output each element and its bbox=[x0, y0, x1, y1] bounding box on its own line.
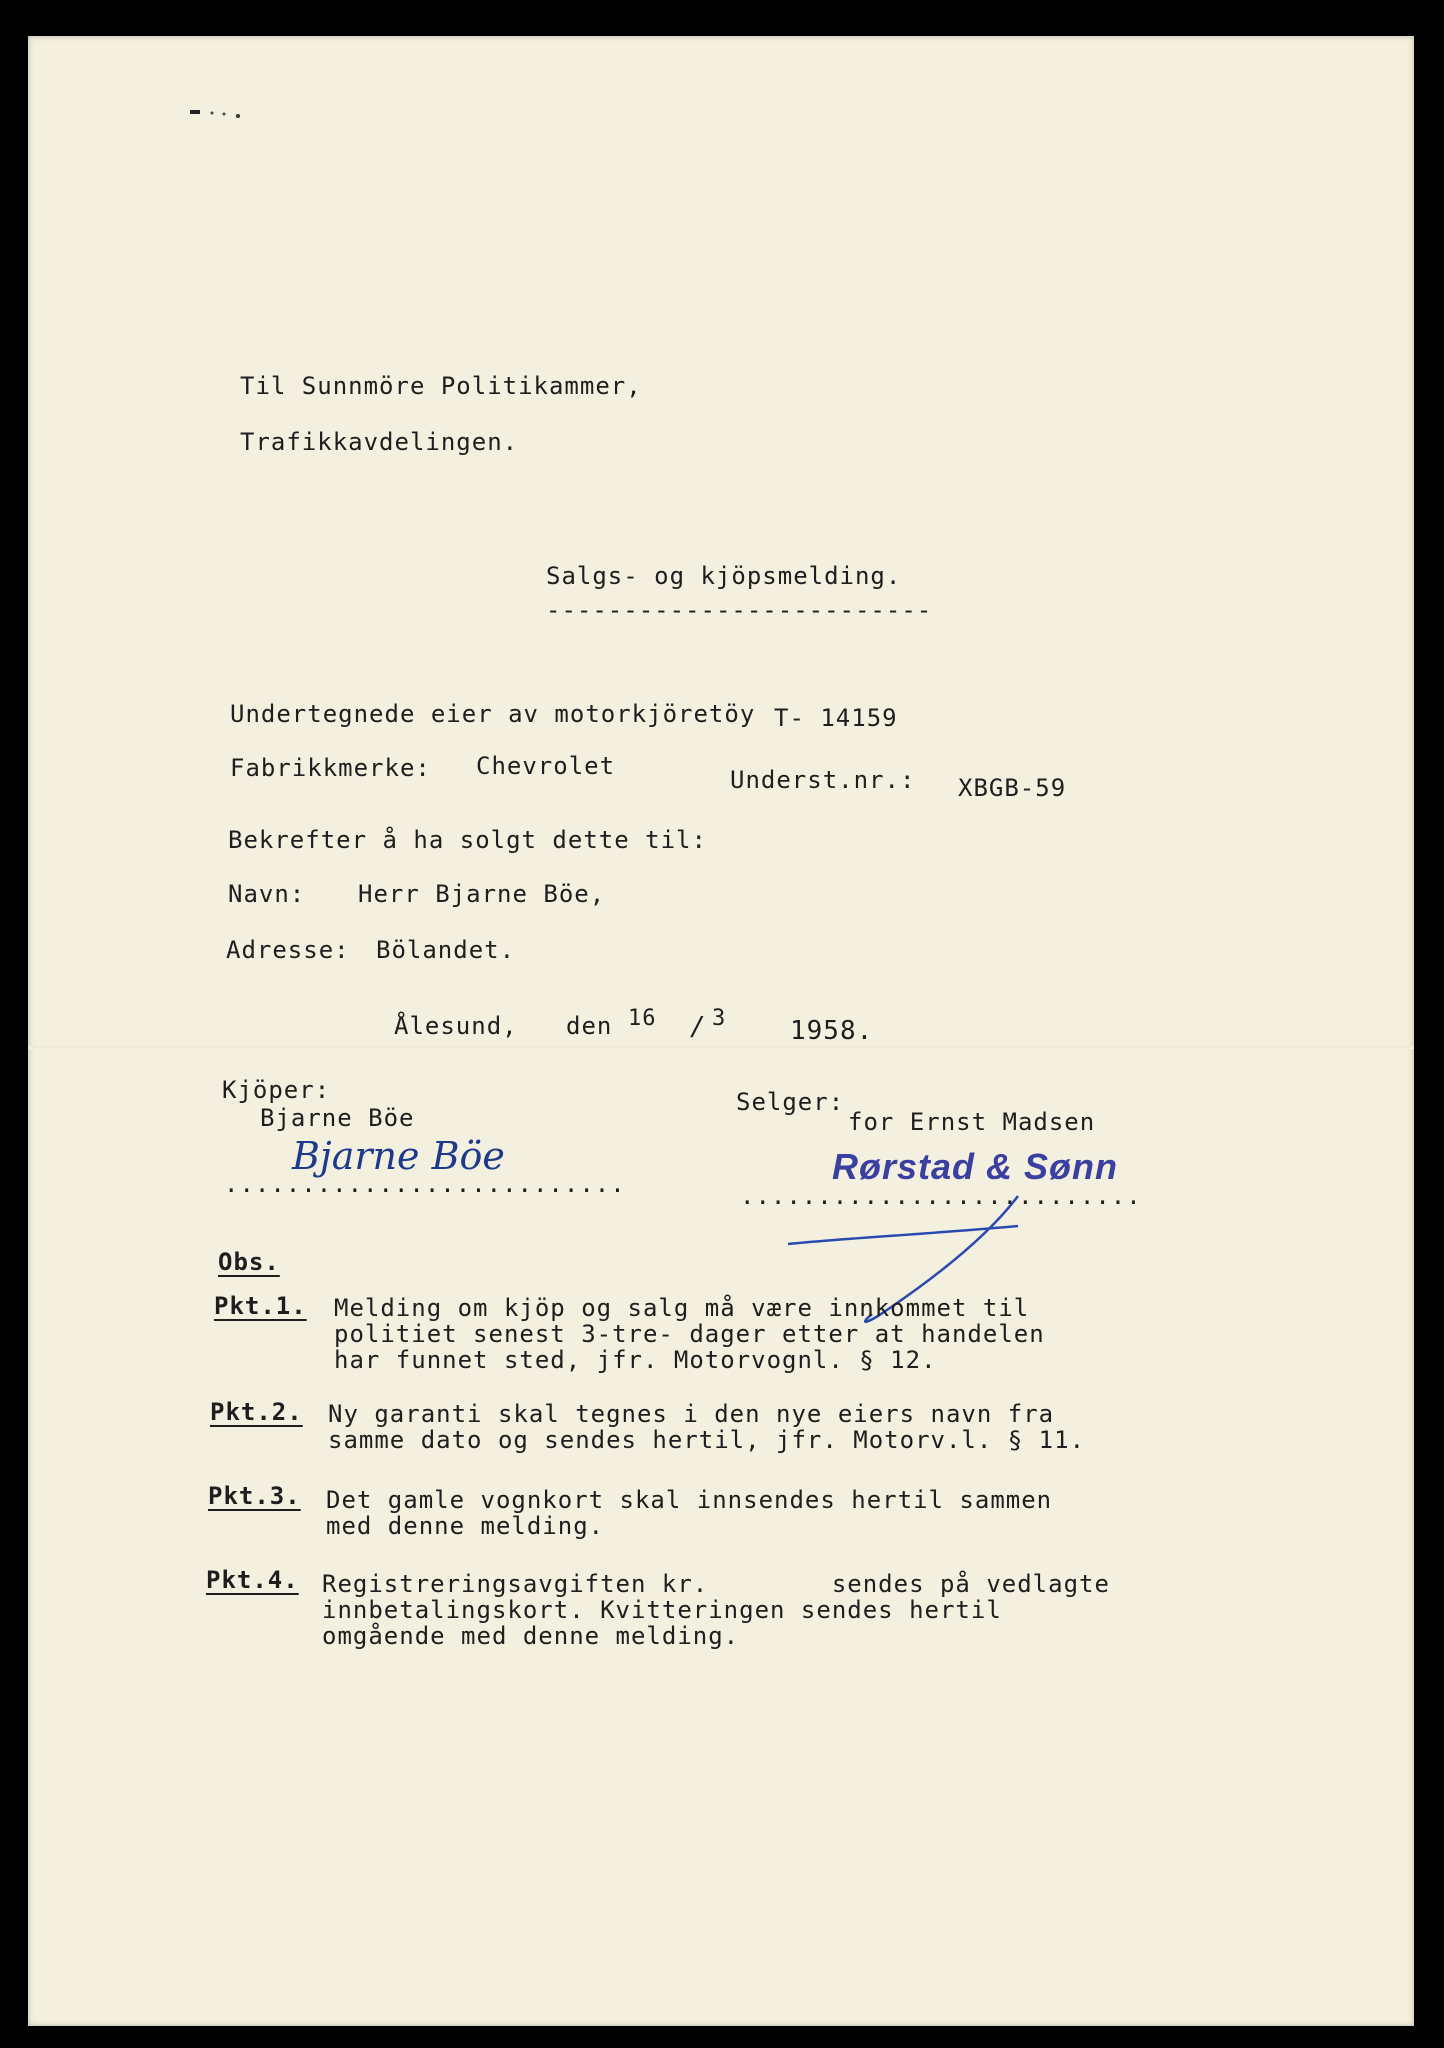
registration-number: T- 14159 bbox=[774, 704, 898, 732]
pkt1-line1: Melding om kjöp og salg må være innkommet til bbox=[334, 1294, 1030, 1322]
seller-signature-line: .......................... bbox=[740, 1182, 1142, 1210]
pkt2-line1: Ny garanti skal tegnes i den nye eiers navn fra bbox=[328, 1400, 1055, 1428]
chassis-label: Underst.nr.: bbox=[730, 766, 916, 794]
pkt4-line2: innbetalingskort. Kvitteringen sendes hertil bbox=[322, 1596, 1002, 1624]
buyer-label: Kjöper: bbox=[222, 1076, 331, 1104]
recipient-line1: Til Sunnmöre Politikammer, bbox=[240, 372, 642, 400]
title-underline: ------------------------- bbox=[546, 596, 933, 624]
address-value: Bölandet. bbox=[376, 936, 516, 964]
pkt1-line2: politiet senest 3-tre- dager etter at handelen bbox=[334, 1320, 1045, 1348]
buyer-signature: Bjarne Böe bbox=[292, 1134, 505, 1178]
pkt2-line2: samme dato og sendes hertil, jfr. Motorv.l. § 11. bbox=[328, 1426, 1086, 1454]
recipient-line2: Trafikkavdelingen. bbox=[240, 428, 519, 456]
name-label: Navn: bbox=[228, 880, 306, 908]
buyer-name: Bjarne Böe bbox=[260, 1104, 415, 1132]
paper-fold bbox=[28, 1046, 1414, 1049]
pkt1-label: Pkt.1. bbox=[214, 1292, 307, 1320]
buyer-signature-line: .......................... bbox=[224, 1170, 626, 1198]
obs-label: Obs. bbox=[218, 1248, 280, 1276]
make-value: Chevrolet bbox=[476, 752, 616, 780]
owner-label: Undertegnede eier av motorkjöretöy bbox=[230, 700, 756, 728]
seller-for: for Ernst Madsen bbox=[848, 1108, 1096, 1136]
confirm-text: Bekrefter å ha solgt dette til: bbox=[228, 826, 707, 854]
date-sep: / bbox=[690, 1012, 707, 1042]
pkt1-line3: har funnet sted, jfr. Motorvognl. § 12. bbox=[334, 1346, 937, 1374]
buyer-name-typed: Herr Bjarne Böe, bbox=[358, 880, 606, 908]
chassis-value: XBGB-59 bbox=[958, 774, 1067, 802]
seller-stamp: Rørstad & Sønn bbox=[832, 1146, 1119, 1187]
make-label: Fabrikkmerke: bbox=[230, 754, 431, 782]
date-den: den bbox=[566, 1012, 613, 1040]
pkt2-label: Pkt.2. bbox=[210, 1398, 303, 1426]
pkt4-line1: Registreringsavgiften kr. sendes på vedlagte bbox=[322, 1570, 1110, 1598]
date-month: 3 bbox=[712, 1006, 727, 1031]
ink-smudge bbox=[190, 104, 250, 124]
address-label: Adresse: bbox=[226, 936, 350, 964]
pkt4-line3: omgående med denne melding. bbox=[322, 1622, 740, 1650]
document-title: Salgs- og kjöpsmelding. bbox=[546, 562, 902, 590]
pkt3-line2: med denne melding. bbox=[326, 1512, 605, 1540]
seller-label: Selger: bbox=[736, 1088, 845, 1116]
document-page bbox=[28, 36, 1414, 2026]
date-year: 1958. bbox=[790, 1016, 874, 1046]
pkt4-label: Pkt.4. bbox=[206, 1566, 299, 1594]
place: Ålesund, bbox=[394, 1012, 518, 1040]
pkt3-label: Pkt.3. bbox=[208, 1482, 301, 1510]
pkt3-line1: Det gamle vognkort skal innsendes hertil sammen bbox=[326, 1486, 1053, 1514]
date-day: 16 bbox=[628, 1006, 657, 1031]
